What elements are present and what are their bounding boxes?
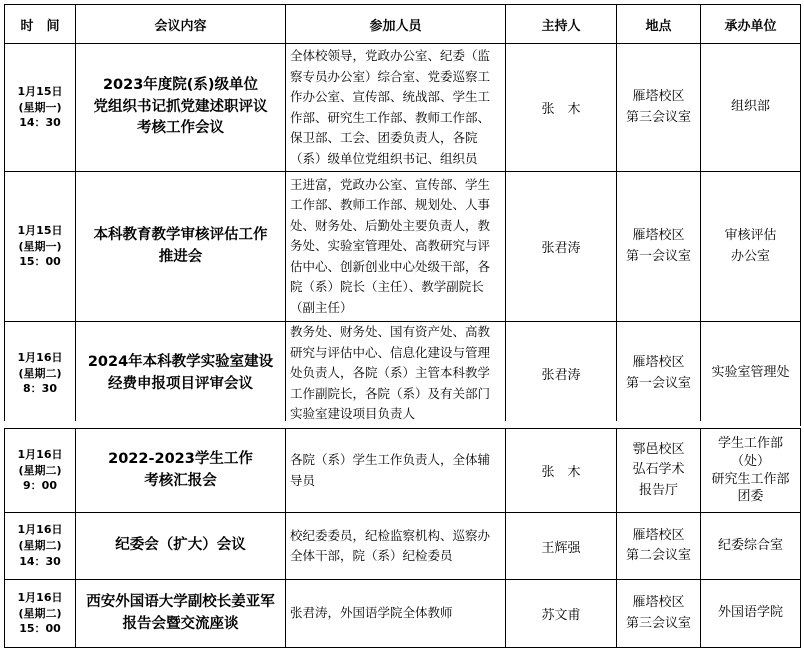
meeting-host: 苏文甫 bbox=[506, 580, 617, 648]
table-row bbox=[5, 44, 801, 172]
meeting-attendees: 教务处、财务处、国有资产处、高教研究与评估中心、信息化建设与管理处负责人，各院（系）主管本科教学工作副院长，各院（系）及有关部门实验室建设项目负责人 bbox=[286, 322, 506, 426]
header-topic: 会议内容 bbox=[76, 5, 286, 44]
meeting-time: 1月16日 (星期二) 8：30 bbox=[5, 322, 76, 426]
meeting-attendees: 全体校领导，党政办公室、纪委（监察专员办公室）综合室、党委巡察工作办公室、宣传部、统战部、学生工作部、研究生工作部、教师工作部、保卫部、工会、团委负责人，各院（系）级单位党组织书记、组织员 bbox=[286, 44, 506, 172]
meeting-attendees: 张君涛，外国语学院全体教师 bbox=[286, 580, 506, 648]
meeting-host: 张君涛 bbox=[506, 322, 617, 426]
meeting-host: 张君涛 bbox=[506, 172, 617, 322]
header-time: 时 间 bbox=[5, 5, 76, 44]
meeting-attendees: 王进富，党政办公室、宣传部、学生工作部、教师工作部、规划处、人事处、财务处、后勤处主要负责人，教务处、实验室管理处、高教研究与评估中心、创新创业中心处级干部，各院（系）院长（主任）、教学副院长（副主任） bbox=[286, 172, 506, 322]
meeting-time: 1月15日 (星期一) 15：00 bbox=[5, 172, 76, 322]
meeting-location: 雁塔校区 第一会议室 bbox=[617, 172, 701, 322]
meeting-location: 鄠邑校区 弘石学术 报告厅 bbox=[617, 429, 701, 513]
meeting-time: 1月16日 (星期二) 14：30 bbox=[5, 513, 76, 580]
header-row bbox=[5, 5, 801, 44]
meeting-location: 雁塔校区 第一会议室 bbox=[617, 322, 701, 426]
meeting-organizer: 审核评估 办公室 bbox=[701, 172, 801, 322]
table-row bbox=[5, 172, 801, 322]
page-break-gap bbox=[4, 421, 800, 428]
meeting-topic: 2024年本科教学实验室建设 经费申报项目评审会议 bbox=[76, 322, 286, 426]
table-row bbox=[5, 580, 801, 648]
meeting-attendees: 各院（系）学生工作负责人，全体辅导员 bbox=[286, 429, 506, 513]
schedule-table-part-2 bbox=[4, 428, 801, 648]
schedule-table-part-1 bbox=[4, 4, 801, 426]
meeting-host: 张 木 bbox=[506, 44, 617, 172]
header-attendees: 参加人员 bbox=[286, 5, 506, 44]
meeting-organizer: 组织部 bbox=[701, 44, 801, 172]
meeting-host: 王辉强 bbox=[506, 513, 617, 580]
meeting-organizer: 学生工作部 （处） 研究生工作部 团委 bbox=[701, 429, 801, 513]
meeting-topic: 本科教育教学审核评估工作 推进会 bbox=[76, 172, 286, 322]
header-organizer: 承办单位 bbox=[701, 5, 801, 44]
header-location: 地点 bbox=[617, 5, 701, 44]
table-row bbox=[5, 429, 801, 513]
meeting-time: 1月16日 (星期二) 15：00 bbox=[5, 580, 76, 648]
meeting-time: 1月15日 (星期一) 14：30 bbox=[5, 44, 76, 172]
table-row bbox=[5, 322, 801, 426]
meeting-topic: 2022-2023学生工作 考核汇报会 bbox=[76, 429, 286, 513]
header-host: 主持人 bbox=[506, 5, 617, 44]
meeting-organizer: 实验室管理处 bbox=[701, 322, 801, 426]
meeting-topic: 纪委会（扩大）会议 bbox=[76, 513, 286, 580]
meeting-organizer: 纪委综合室 bbox=[701, 513, 801, 580]
meeting-location: 雁塔校区 第三会议室 bbox=[617, 44, 701, 172]
meeting-topic: 西安外国语大学副校长姜亚军 报告会暨交流座谈 bbox=[76, 580, 286, 648]
meeting-time: 1月16日 (星期二) 9：00 bbox=[5, 429, 76, 513]
table-row bbox=[5, 513, 801, 580]
meeting-location: 雁塔校区 第三会议室 bbox=[617, 580, 701, 648]
meeting-topic: 2023年度院(系)级单位 党组织书记抓党建述职评议 考核工作会议 bbox=[76, 44, 286, 172]
meeting-attendees: 校纪委委员，纪检监察机构、巡察办全体干部，院（系）纪检委员 bbox=[286, 513, 506, 580]
meeting-host: 张 木 bbox=[506, 429, 617, 513]
meeting-organizer: 外国语学院 bbox=[701, 580, 801, 648]
meeting-location: 雁塔校区 第二会议室 bbox=[617, 513, 701, 580]
